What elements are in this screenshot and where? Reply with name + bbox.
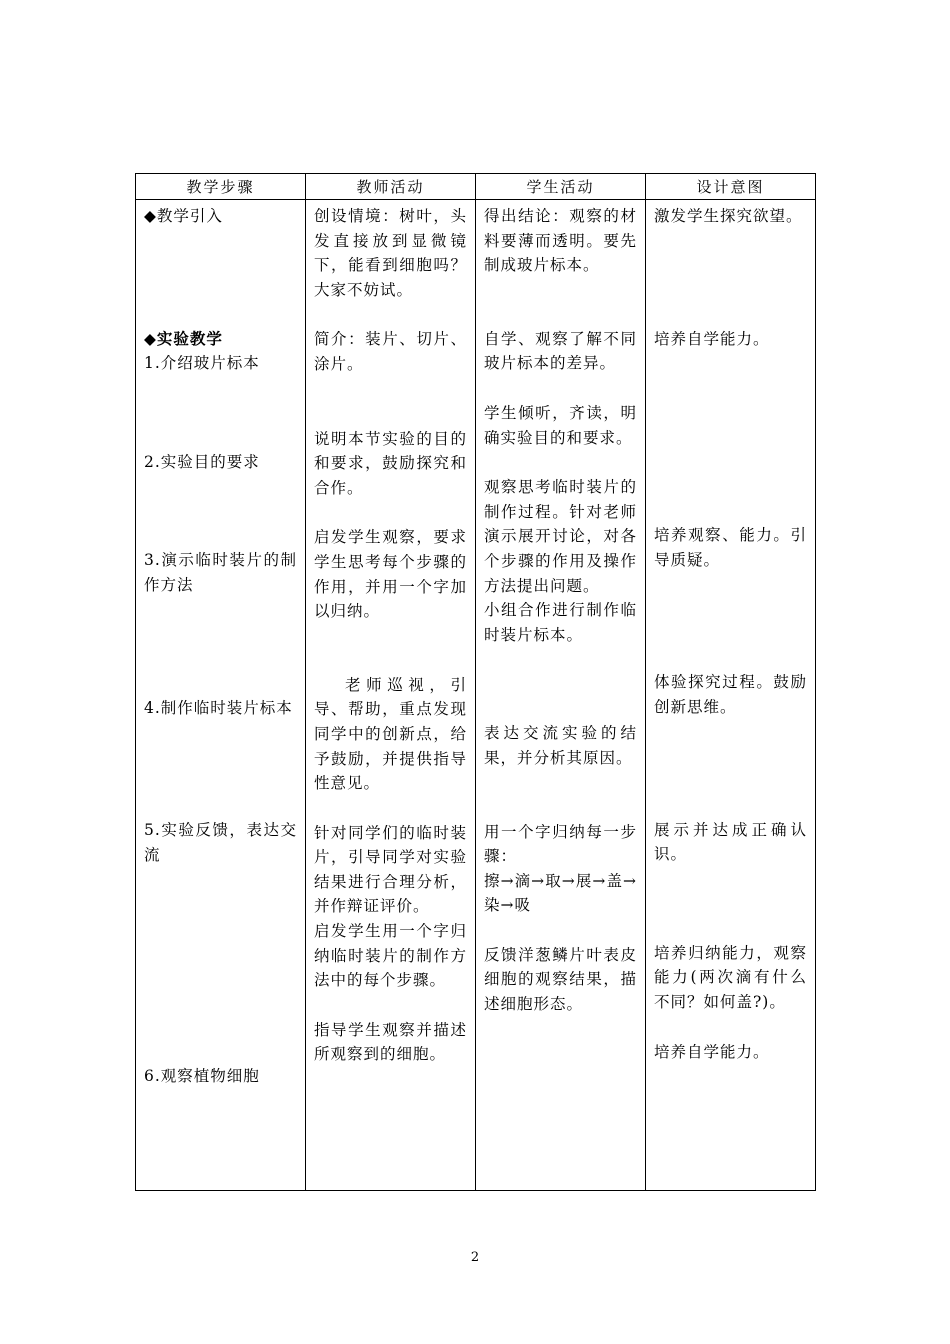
intent-s5-summary: 培养归纳能力，观察能力(两次滴有什么不同？如何盖?)。 (654, 943, 807, 1011)
intent-s6: 培养自学能力。 (654, 1042, 770, 1061)
student-s5-sequence: 擦→滴→取→展→盖→染→吸 (484, 871, 637, 915)
teacher-intro: 创设情境：树叶，头发直接放到显微镜下，能看到细胞吗？大家不妨试。 (314, 207, 467, 299)
step-1: 1.介绍玻片标本 (144, 354, 260, 373)
header-teaching-steps: 教学步骤 (136, 174, 306, 200)
page-number: 2 (470, 1250, 480, 1265)
intent-s4: 体验探究过程。鼓励创新思维。 (654, 673, 807, 716)
teacher-s6: 指导学生观察并描述所观察到的细胞。 (314, 1020, 467, 1064)
student-s6: 反馈洋葱鳞片叶表皮细胞的观察结果，描述细胞形态。 (484, 945, 637, 1014)
student-s2: 学生倾听，齐读，明确实验目的和要求。 (484, 403, 637, 447)
student-s5-summary: 用一个字归纳每一步骤： (484, 822, 637, 866)
step-4: 4.制作临时装片标本 (144, 698, 293, 717)
student-s1: 自学、观察了解不同玻片标本的差异。 (484, 329, 637, 373)
steps-cell (136, 200, 306, 1191)
teacher-s3: 启发学生观察，要求学生思考每个步骤的作用，并用一个字加以归纳。 (314, 528, 467, 621)
header-design-intent: 设计意图 (646, 174, 816, 200)
step-2: 2.实验目的要求 (144, 452, 260, 471)
student-cell (476, 200, 646, 1191)
intent-cell (646, 200, 816, 1191)
step-5: 5.实验反馈，表达交流 (144, 821, 297, 864)
step-intro: ◆教学引入 (144, 207, 223, 225)
step-6: 6.观察植物细胞 (144, 1067, 260, 1086)
intent-intro: 激发学生探究欲望。 (654, 207, 803, 225)
table-header-row (136, 174, 816, 200)
step-experiment-heading: ◆实验教学 (144, 328, 223, 348)
student-intro: 得出结论：观察的材料要薄而透明。要先制成玻片标本。 (484, 207, 637, 275)
student-s4: 小组合作进行制作临时装片标本。 (484, 601, 637, 644)
teacher-s5-summary: 启发学生用一个字归纳临时装片的制作方法中的每个步骤。 (314, 922, 467, 990)
student-s5-results: 表达交流实验的结果，并分析其原因。 (484, 724, 637, 767)
intent-s5-feedback: 展示并达成正确认识。 (654, 820, 807, 864)
teacher-s2: 说明本节实验的目的和要求，鼓励探究和合作。 (314, 429, 467, 497)
table-body-row (136, 200, 816, 1191)
step-3: 3.演示临时装片的制作方法 (144, 551, 297, 594)
teacher-s1: 简介：装片、切片、涂片。 (314, 330, 467, 373)
teacher-s5-feedback: 针对同学们的临时装片，引导同学对实验结果进行合理分析，并作辩证评价。 (314, 823, 467, 916)
lesson-plan-table (135, 173, 816, 1191)
intent-s3: 培养观察、能力。引导质疑。 (654, 526, 807, 569)
student-s3: 观察思考临时装片的制作过程。针对老师演示展开讨论，对各个步骤的作用及操作方法提出问题。 (484, 478, 637, 595)
header-student-activity: 学生活动 (476, 174, 646, 200)
intent-s1: 培养自学能力。 (654, 329, 770, 348)
teacher-s4: 老师巡视，引导、帮助，重点发现同学中的创新点，给予鼓励，并提供指导性意见。 (314, 675, 467, 793)
header-teacher-activity: 教师活动 (306, 174, 476, 200)
teacher-cell (306, 200, 476, 1191)
